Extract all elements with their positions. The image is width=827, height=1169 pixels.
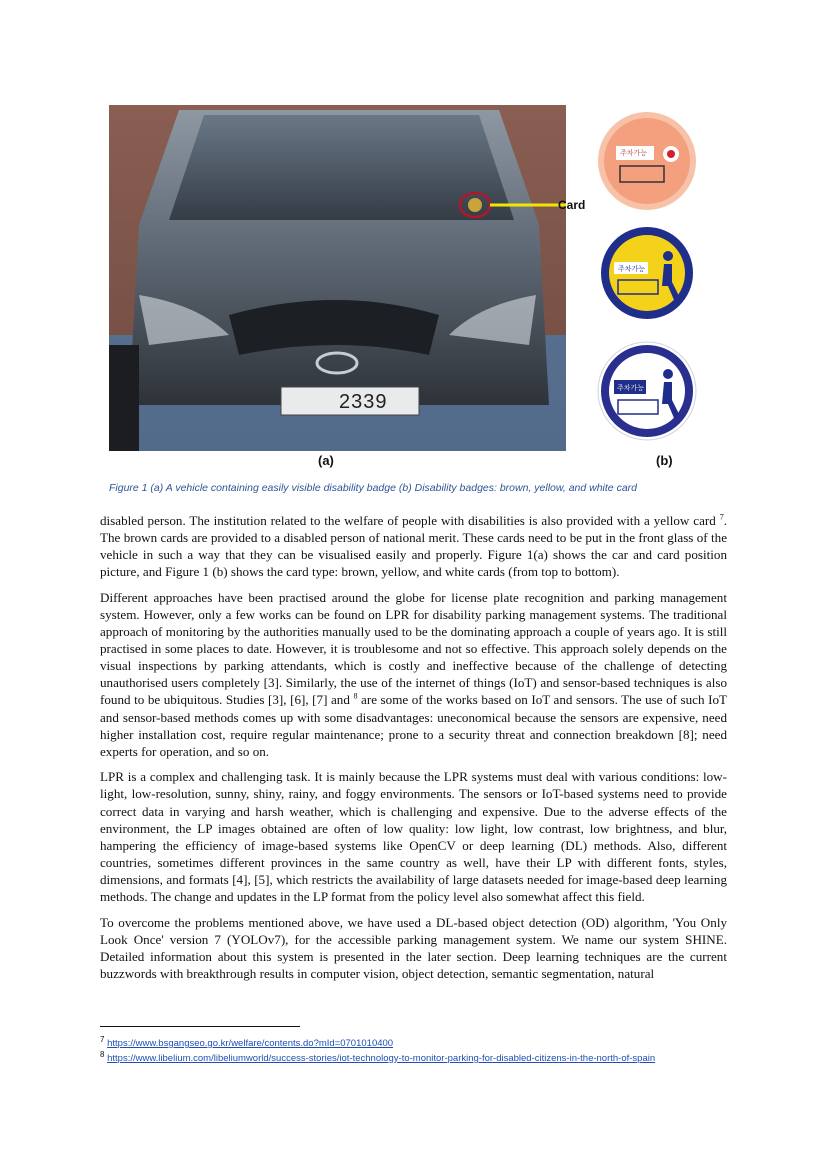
paragraph [100,589,727,760]
figure-label-a: (a) [318,453,334,468]
footnote-ref: 8 [353,692,358,702]
paragraph [100,768,727,905]
card-label: Card [558,198,586,212]
paragraph-text: are some of the works based on IoT and sensors. The use of such IoT and sensor-based methods comes up with some disadvantages: uneconomical because the sensors are expensive, need higher installation cost, require regular maintenance; prone to a security threat and connection breakdown [8]; need experts for operation, and so on. [100,692,728,759]
body-text [100,512,727,990]
white-badge-text: 주차가능 [617,384,645,392]
footnote-number: 7 [100,1034,105,1044]
car-illustration [109,105,566,451]
footnote-number: 8 [100,1049,105,1059]
license-plate-text: 2339 [339,391,388,413]
paragraph-text: Different approaches have been practised around the globe for license plate recognition and parking management system. However, only a few works can be found on LPR for disability parking management systems. The traditional approach of monitoring by the authorities manually used to be the dominating approach a couple of years ago. It is still practised in some places to date. However, it is troublesome and not so effective. This approach solely depends on the visual inspections by parking attendants, which is costly and ineffective because of the challenge of detecting unauthorised users completely [3]. Similarly, the use of the internet of things (IoT) and sensor-based techniques is also found to be ubiquitous. Studies [3], [6], [7] and [100,589,727,708]
footnote-ref: 7 [719,512,724,522]
paragraph-text: LPR is a complex and challenging task. It is mainly because the LPR systems must deal with various conditions: low-light, low-resolution, sunny, shiny, rainy, and foggy environments. The sensors or IoT-based systems need to provide correct data in varying and harsh weather, which is challenging and expensive. Due to the adverse effects of the environment, the LP images obtained are often of low quality: low light, low contrast, low brightness, and blur, hampering the efficiency of image-based systems like OpenCV or deep learning (DL) methods. Also, different countries, sometimes different provinces in the same country as well, have their LP with different fonts, styles, dimensions, and formats [4], [5], which restricts the availability of large datasets needed for image-based deep learning methods. The change and updates in the LP format from the policy level also somewhat affect this field. [100,769,727,904]
footnote-link[interactable]: https://www.bsgangseo.go.kr/welfare/contents.do?mId=0701010400 [107,1038,394,1049]
figure-caption: Figure 1 (a) A vehicle containing easily visible disability badge (b) Disability badges: brown, yellow, and white card [109,482,637,494]
paragraph [100,914,727,982]
brown-badge [596,110,698,212]
footnote [100,1051,760,1066]
figure-label-b: (b) [656,453,673,468]
yellow-badge [596,222,698,324]
paragraph-text: . The brown cards are provided to a disabled person of national merit. These cards need to be put in the front glass of the vehicle in such a way that they can be visualised easily and properly. Figure 1(a) shows the car and card position picture, and Figure 1 (b) shows the card type: brown, yellow, and white cards (from top to bottom). [100,513,727,580]
car-photo [109,105,566,451]
footnote-link[interactable]: https://www.libelium.com/libeliumworld/success-stories/iot-technology-to-monitor-parking-for-disabled-citizens-in-the-north-of-spain [107,1053,656,1064]
paragraph [100,512,727,580]
paragraph-text: disabled person. The institution related to the welfare of people with disabilities is also provided with a yellow card [100,513,720,528]
footnote [100,1036,760,1051]
footnote-divider [100,1026,300,1027]
paragraph-text: To overcome the problems mentioned above, we have used a DL-based object detection (OD) algorithm, 'You Only Look Once' version 7 (YOLOv7), for the accessible parking management system. We name our system SHINE. Detailed information about this system is presented in the later section. Deep learning techniques are the current buzzwords with breakthrough results in computer vision, object detection, semantic segmentation, natural [100,914,727,981]
white-badge [596,340,698,442]
yellow-badge-text: 주차가능 [618,265,646,273]
brown-badge-text: 주차가능 [620,149,648,157]
footnotes [100,1036,760,1066]
